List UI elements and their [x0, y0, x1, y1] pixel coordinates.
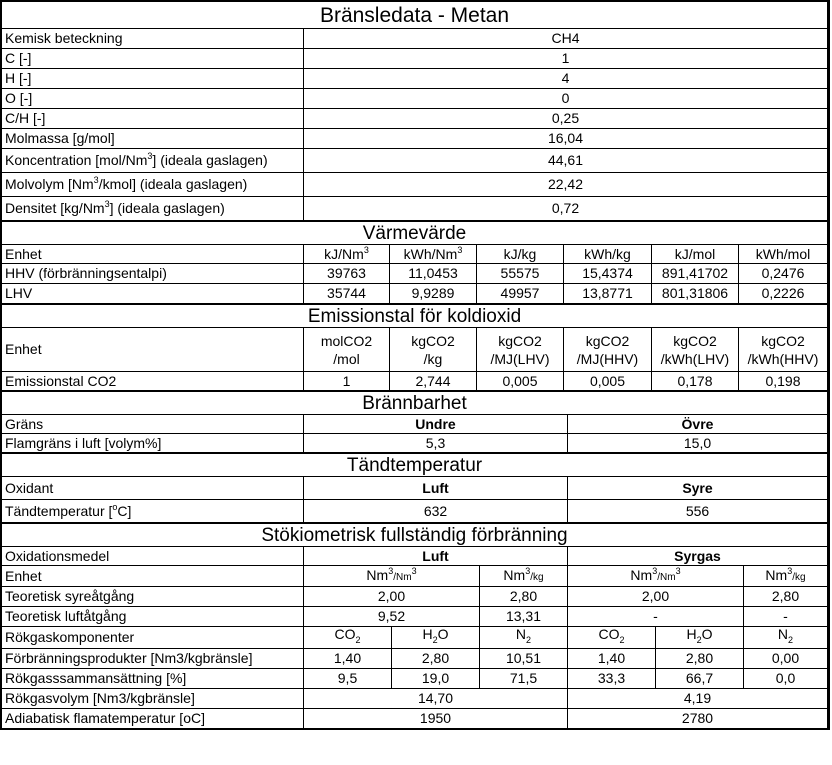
cell-value: 2780: [568, 708, 828, 728]
row-label: Rökgasvolym [Nm3/kgbränsle]: [2, 688, 304, 708]
row-label: Teoretisk luftåtgång: [2, 607, 304, 627]
cell-value: 1,40: [568, 648, 656, 668]
row-label: Molmassa [g/mol]: [2, 129, 304, 149]
row-label: O [-]: [2, 89, 304, 109]
cell-value: 55575: [477, 264, 564, 284]
row-label: Flamgräns i luft [volym%]: [2, 434, 304, 453]
cell-value: 0,198: [739, 372, 828, 391]
row-label: Tändtemperatur [$^o$C]: [2, 500, 304, 523]
row-value: 1: [304, 49, 828, 69]
component-header: $CO_2$: [304, 627, 392, 649]
cell-value: 0,0: [744, 668, 828, 688]
cell-value: 891,41702: [652, 264, 739, 284]
cell-value: 11,0453: [390, 264, 477, 284]
section-title: Brännbarhet: [2, 392, 828, 415]
row-label: Kemisk beteckning: [2, 29, 304, 49]
unit-header: kJ/kg: [477, 245, 564, 264]
cell-value: 35744: [304, 284, 390, 304]
cell-value: 15,0: [568, 434, 828, 453]
unit-header: kJ/mol: [652, 245, 739, 264]
row-label: Molvolym [Nm$^3$/kmol] (ideala gaslagen): [2, 173, 304, 197]
cell-value: 0,005: [564, 372, 652, 391]
section-title: Emissionstal för koldioxid: [2, 305, 828, 328]
cell-value: 9,52: [304, 607, 480, 627]
row-label: C [-]: [2, 49, 304, 69]
cell-value: 2,80: [392, 648, 480, 668]
unit-header: kWh/mol: [739, 245, 828, 264]
cell-value: 14,70: [304, 688, 568, 708]
row-label: C/H [-]: [2, 109, 304, 129]
upper-limit-header: Övre: [568, 415, 828, 434]
cell-value: 19,0: [392, 668, 480, 688]
cell-value: 1: [304, 372, 390, 391]
lower-limit-header: Undre: [304, 415, 568, 434]
row-value: CH4: [304, 29, 828, 49]
cell-value: 10,51: [480, 648, 568, 668]
unit-header: Nm$^3$/Nm$^3$: [304, 566, 480, 587]
unit-label: Enhet: [2, 245, 304, 264]
cell-value: 33,3: [568, 668, 656, 688]
component-header: $N_2$: [744, 627, 828, 649]
row-label: LHV: [2, 284, 304, 304]
section-title: Stökiometrisk fullständig förbränning: [2, 524, 828, 547]
row-label: Koncentration [mol/Nm$^3$] (ideala gaslagen): [2, 149, 304, 173]
row-label: H [-]: [2, 69, 304, 89]
unit-header: Nm$^3$/kg: [480, 566, 568, 587]
row-label: Teoretisk syreåtgång: [2, 587, 304, 607]
page-title: Bränsledata - Metan: [2, 2, 828, 29]
unit-header: kgCO2 /MJ(HHV): [564, 328, 652, 372]
cell-value: 4,19: [568, 688, 828, 708]
unit-header: kgCO2 /kWh(HHV): [739, 328, 828, 372]
row-label: Rökgaskomponenter: [2, 627, 304, 649]
flammability-table: [1, 391, 828, 453]
row-value: 22,42: [304, 173, 828, 197]
stoichiometric-table: [1, 523, 828, 729]
unit-label: Enhet: [2, 328, 304, 372]
cell-value: 632: [304, 500, 568, 523]
air-header: Luft: [304, 547, 568, 566]
section-title: Tändtemperatur: [2, 454, 828, 477]
cell-value: 2,80: [656, 648, 744, 668]
cell-value: 13,31: [480, 607, 568, 627]
row-value: 44,61: [304, 149, 828, 173]
header-label: Oxidationsmedel: [2, 547, 304, 566]
cell-value: 1950: [304, 708, 568, 728]
unit-header: kWh/Nm$^3$: [390, 245, 477, 264]
cell-value: 0,005: [477, 372, 564, 391]
unit-header: kWh/kg: [564, 245, 652, 264]
cell-value: 1,40: [304, 648, 392, 668]
unit-header: kgCO2 /kg: [390, 328, 477, 372]
cell-value: 0,00: [744, 648, 828, 668]
cell-value: 2,00: [304, 587, 480, 607]
row-label: HHV (förbränningsentalpi): [2, 264, 304, 284]
ignition-table: [1, 453, 828, 523]
cell-value: 2,744: [390, 372, 477, 391]
cell-value: 0,178: [652, 372, 739, 391]
cell-value: 801,31806: [652, 284, 739, 304]
component-header: $H_2O$: [392, 627, 480, 649]
cell-value: 0,2226: [739, 284, 828, 304]
component-header: $H_2O$: [656, 627, 744, 649]
unit-header: kgCO2 /MJ(LHV): [477, 328, 564, 372]
air-header: Luft: [304, 477, 568, 500]
row-label: Rökgasssammansättning [%]: [2, 668, 304, 688]
oxygen-header: Syrgas: [568, 547, 828, 566]
row-label: Förbränningsprodukter [Nm3/kgbränsle]: [2, 648, 304, 668]
cell-value: 66,7: [656, 668, 744, 688]
component-header: $CO_2$: [568, 627, 656, 649]
header-label: Oxidant: [2, 477, 304, 500]
cell-value: 2,80: [744, 587, 828, 607]
cell-value: 13,8771: [564, 284, 652, 304]
emission-table: [1, 304, 828, 391]
row-label: Adiabatisk flamatemperatur [oC]: [2, 708, 304, 728]
row-value: 0,25: [304, 109, 828, 129]
row-label: Emissionstal CO2: [2, 372, 304, 391]
row-value: 16,04: [304, 129, 828, 149]
cell-value: 2,80: [480, 587, 568, 607]
cell-value: -: [744, 607, 828, 627]
unit-header: kgCO2 /kWh(LHV): [652, 328, 739, 372]
row-value: 0,72: [304, 197, 828, 221]
basic-data-table: [1, 1, 828, 221]
section-title: Värmevärde: [2, 222, 828, 245]
oxygen-header: Syre: [568, 477, 828, 500]
cell-value: 9,5: [304, 668, 392, 688]
unit-header: Nm$^3$/Nm$^3$: [568, 566, 744, 587]
cell-value: 39763: [304, 264, 390, 284]
cell-value: 49957: [477, 284, 564, 304]
cell-value: 71,5: [480, 668, 568, 688]
header-label: Gräns: [2, 415, 304, 434]
unit-label: Enhet: [2, 566, 304, 587]
cell-value: 15,4374: [564, 264, 652, 284]
cell-value: 2,00: [568, 587, 744, 607]
component-header: $N_2$: [480, 627, 568, 649]
heating-value-table: [1, 221, 828, 304]
row-value: 0: [304, 89, 828, 109]
row-label: Densitet [kg/Nm$^3$] (ideala gaslagen): [2, 197, 304, 221]
cell-value: 9,9289: [390, 284, 477, 304]
cell-value: 556: [568, 500, 828, 523]
unit-header: Nm$^3$/kg: [744, 566, 828, 587]
row-value: 4: [304, 69, 828, 89]
unit-header: molCO2 /mol: [304, 328, 390, 372]
cell-value: 5,3: [304, 434, 568, 453]
unit-header: kJ/Nm$^3$: [304, 245, 390, 264]
cell-value: 0,2476: [739, 264, 828, 284]
cell-value: -: [568, 607, 744, 627]
